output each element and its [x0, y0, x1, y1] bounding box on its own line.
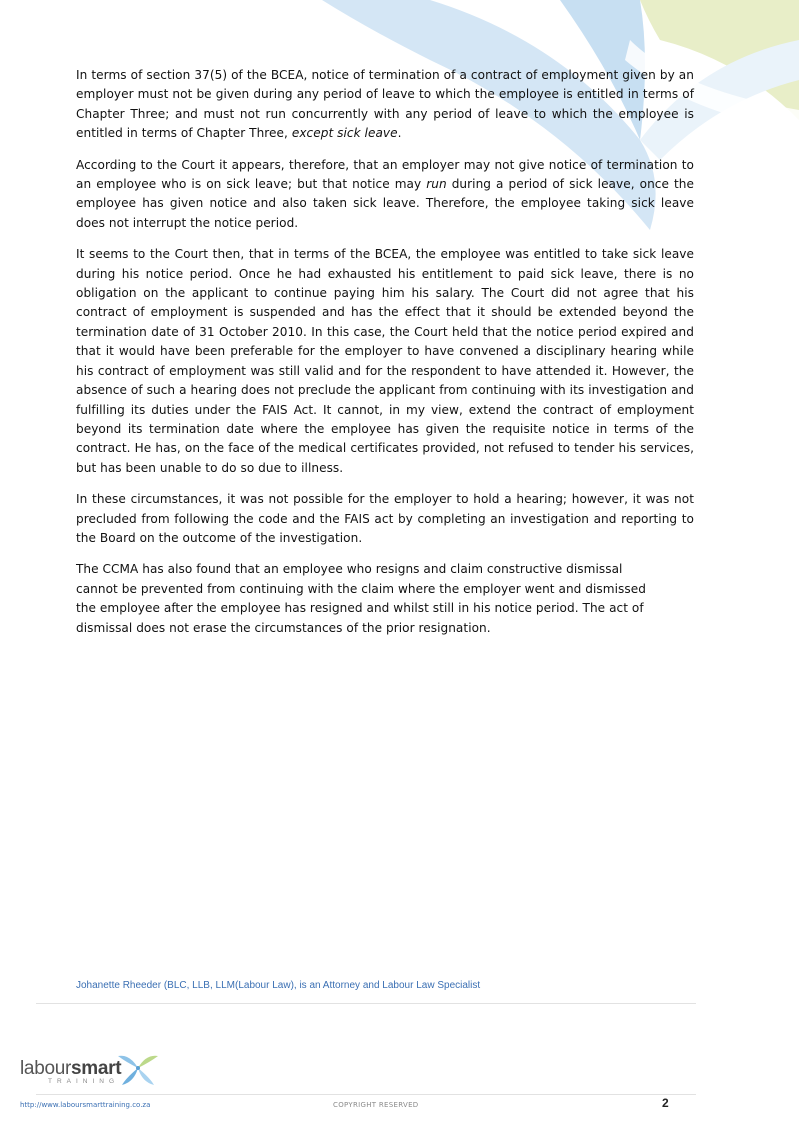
company-logo	[20, 1052, 170, 1088]
footer-divider-bottom	[36, 1094, 696, 1095]
logo-wordmark: laboursmart	[20, 1058, 122, 1079]
page-number: 2	[662, 1096, 669, 1110]
paragraph-court-view: According to the Court it appears, therefore, that an employer may not give notice of termination to an employee who is on sick leave; but that notice may run during a period of sick leave, once the employee has given notice and also taken sick leave. Therefore, the employee taking sick leave does not interrupt the notice period.	[76, 157, 694, 230]
paragraph-ccma-finding: The CCMA has also found that an employee who resigns and claim constructive dismissal cannot be prevented from continuing with the claim where the employer went and dismissed the employee after the employee has resigned and whilst still in his notice period. The act of dismissal does not erase the circumstances of the prior resignation.	[76, 562, 646, 635]
paragraph-circumstances: In these circumstances, it was not possible for the employer to hold a hearing; however, it was not precluded from following the code and the FAIS act by completing an investigation and reporting to the Board on the outcome of the investigation.	[76, 492, 694, 545]
document-body	[76, 66, 694, 650]
footer-divider-top	[36, 1003, 696, 1004]
author-credit: Johanette Rheeder (BLC, LLB, LLM(Labour Law), is an Attorney and Labour Law Specialist	[76, 980, 481, 991]
logo-star-icon	[116, 1052, 160, 1086]
footer-website-link[interactable]: http://www.laboursmarttraining.co.za	[20, 1101, 151, 1109]
footer-copyright: COPYRIGHT RESERVED	[333, 1101, 419, 1109]
logo-subtitle: TRAINING	[48, 1078, 120, 1085]
paragraph-sick-leave-notice: It seems to the Court then, that in terms of the BCEA, the employee was entitled to take sick leave during his notice period. Once he had exhausted his entitlement to paid sick leave, there is no obligation on the applicant to continue paying him his salary. The Court did not agree that his contract of employment is suspended and has the effect that it should be extended beyond the termination date of 31 October 2010. In this case, the Court held that the notice period expired and that it would have been preferable for the employer to have convened a disciplinary hearing while his contract of employment was still valid and for the respondent to have attended it. However, the absence of such a hearing does not preclude the applicant from continuing with its investigation and fulfilling its duties under the FAIS Act. It cannot, in my view, extend the contract of employment beyond its termination date where the employee has given the requisite notice in terms of the contract. He has, on the face of the medical certificates provided, not refused to tender his services, but has been unable to do so due to illness.	[76, 247, 694, 475]
paragraph-section-37: In terms of section 37(5) of the BCEA, notice of termination of a contract of employment given by an employer must not be given during any period of leave to which the employee is entitled in terms of Chapter Three; and must not run concurrently with any period of leave to which the employee is entitled in terms of Chapter Three, except sick leave.	[76, 68, 694, 141]
